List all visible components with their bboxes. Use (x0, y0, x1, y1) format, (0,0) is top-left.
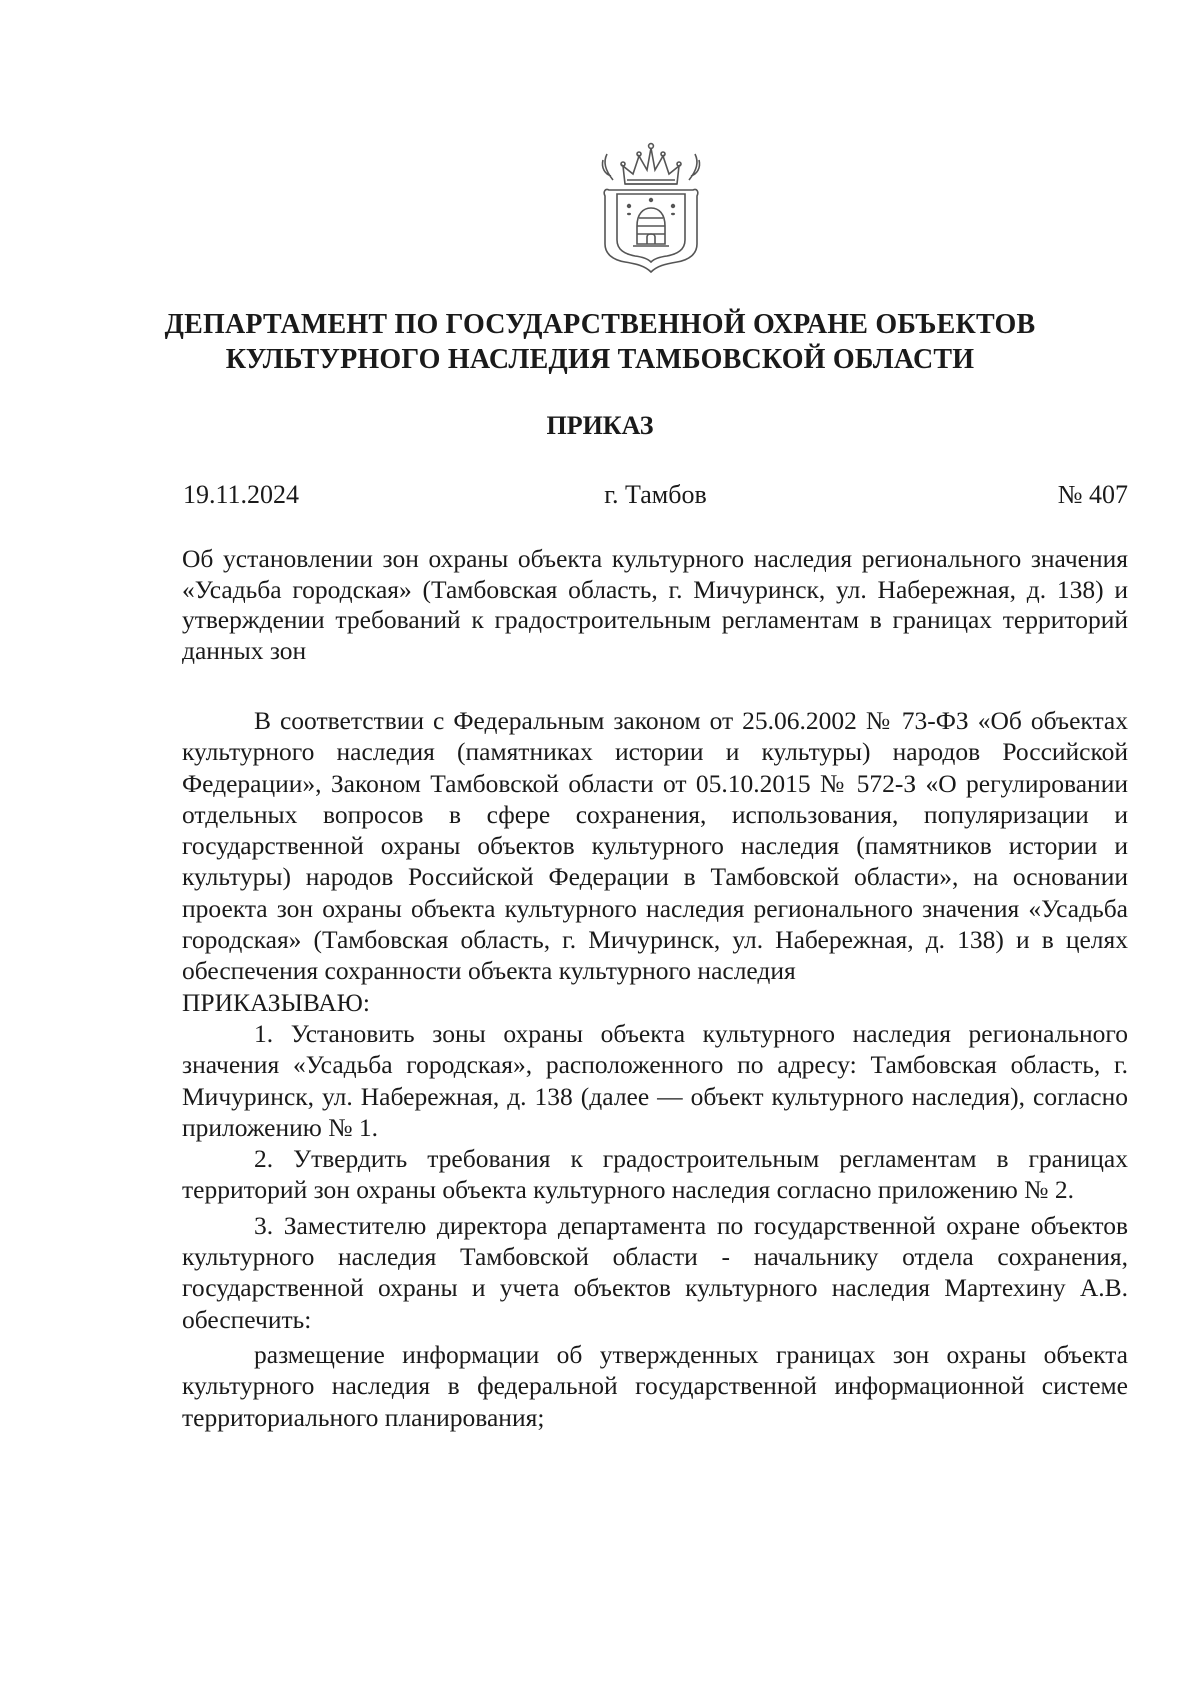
organization-name-line-1: ДЕПАРТАМЕНТ ПО ГОСУДАРСТВЕННОЙ ОХРАНЕ ОБЪЕКТОВ (164, 309, 1036, 340)
document-date: 19.11.2024 (183, 480, 300, 509)
organization-name-line-2: КУЛЬТУРНОГО НАСЛЕДИЯ ТАМБОВСКОЙ ОБЛАСТИ (225, 344, 975, 375)
preamble-paragraph: В соответствии с Федеральным законом от 25.06.2002 № 73-ФЗ «Об объектах культурного наследия (памятниках истории и культуры) народов Российской Федерации», Законом Тамбовской области от 05.10.2015 № 572-З «О регулировании отдельных вопросов в сфере сохранения, использования, популяризации и государственной охраны объектов культурного наследия (памятников истории и культуры) народов Российской Федерации в Тамбовской области», на основании проекта зон охраны объекта культурного наследия регионального значения «Усадьба городская» (Тамбовская область, г. Мичуринск, ул. Набережная, д. 138) и в целях обеспечения сохранности объекта культурного наследия (182, 706, 1128, 986)
organization-name (150, 307, 1050, 377)
document-city: г. Тамбов (604, 480, 707, 509)
order-item-1: 1. Установить зоны охраны объекта культурного наследия регионального значения «Усадьба городская», расположенного по адресу: Тамбовская область, г. Мичуринск, ул. Набережная, д. 138 (далее — объект культурного наследия), согласно приложению № 1. (182, 1018, 1128, 1142)
document-body (182, 705, 1128, 1433)
document-type: ПРИКАЗ (546, 411, 654, 440)
document-number: № 407 (1057, 480, 1128, 509)
order-item-3: 3. Заместителю директора департамента по государственной охране объектов культурного наследия Тамбовской области - начальнику отдела сохранения, государственной охраны и учета объектов культурного наследия Мартехину А.В. обеспечить: (182, 1210, 1128, 1334)
document-meta-row (183, 478, 1128, 512)
order-item-2: 2. Утвердить требования к градостроительным регламентам в границах территорий зон охраны объекта культурного наследия согласно приложению № 2. (182, 1144, 1128, 1205)
coat-of-arms-icon (595, 140, 707, 280)
order-item-3-subitem-1: размещение информации об утвержденных границах зон охраны объекта культурного наследия в федеральной государственной информационной системе территориального планирования; (182, 1339, 1128, 1432)
document-title: Об установлении зон охраны объекта культурного наследия регионального значения «Усадьба городская» (Тамбовская область, г. Мичуринск, ул. Набережная, д. 138) и утверждении требований к градостроительным регламентам в границах территорий данных зон (182, 544, 1128, 665)
order-word: ПРИКАЗЫВАЮ: (182, 987, 370, 1017)
